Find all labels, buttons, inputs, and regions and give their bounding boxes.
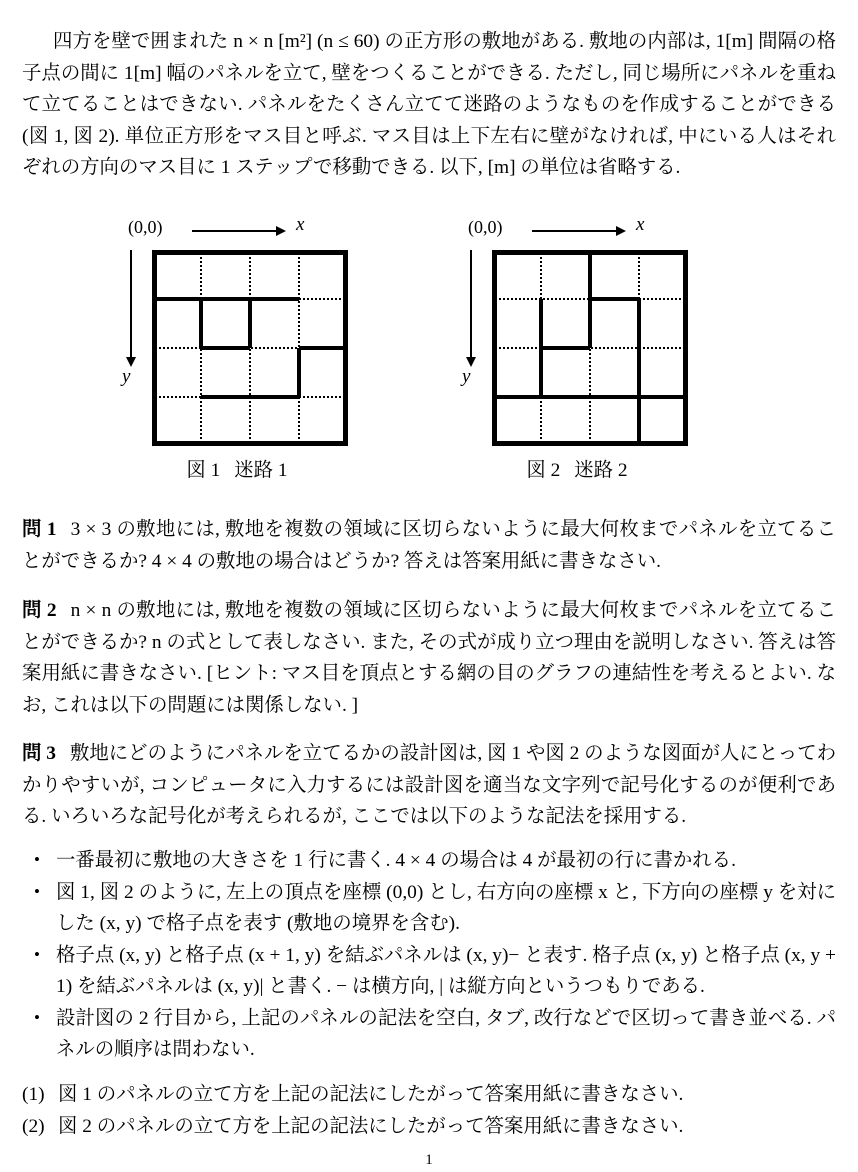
figure-1	[112, 216, 362, 481]
list-item-text: 一番最初に敷地の大きさを 1 行に書く. 4 × 4 の場合は 4 が最初の行に書かれる.	[56, 850, 736, 871]
origin-label: (0,0)	[128, 217, 163, 237]
figure-2	[452, 216, 702, 481]
figure-1-caption-number: 図 1	[186, 460, 221, 481]
figures-row	[0, 216, 858, 486]
question-2-label: 問 2	[22, 600, 57, 621]
intro-paragraph-text: 四方を壁で囲まれた n × n [m²] (n ≤ 60) の正方形の敷地がある. 敷地の内部は, 1[m] 間隔の格子点の間に 1[m] 幅のパネルを立て, 壁をつくることができる. ただし, 同じ場所にパネルを重ねて立てることはできない. パネルをたくさん立てて迷路のようなものを作成することができる (図 1, 図 2). 単位正方形をマス目と呼ぶ. マス目は上下左右に壁がなければ, 中にいる人はそれぞれの方向のマス目に 1 ステップで移動できる. 以下, [m] の単位は省略する.	[22, 31, 836, 178]
figure-2-caption-number: 図 2	[526, 460, 561, 481]
y-axis-arrow-icon	[470, 250, 472, 358]
question-3-label: 問 3	[22, 743, 56, 764]
sub-questions-list	[22, 1079, 836, 1142]
x-axis-arrow-icon	[532, 230, 624, 232]
panel-wall-vertical	[199, 299, 203, 348]
sub-question-text: 図 1 のパネルの立て方を上記の記法にしたがって答案用紙に書きなさい.	[58, 1084, 684, 1105]
question-2-text: n × n の敷地には, 敷地を複数の領域に区切らないように最大何枚までパネルを立てることができるか? n の式として表しなさい. また, その式が成り立つ理由を説明しなさい. 答えは答案用紙に書きなさい. [ヒント: マス目を頂点とする網の目のグラフの連結性を考えるとよい. なお, これは以下の問題には関係しない. ]	[22, 600, 836, 716]
maze-grid-2	[492, 250, 688, 446]
figure-1-caption	[112, 454, 362, 482]
panel-wall-vertical	[588, 250, 592, 348]
sub-question-number: (2)	[22, 1115, 45, 1137]
panel-wall-vertical	[637, 299, 641, 446]
figure-1-axes	[120, 216, 360, 246]
panel-wall-horizontal	[590, 297, 639, 301]
question-3-text: 敷地にどのようにパネルを立てるかの設計図は, 図 1 や図 2 のような図面が人にとってわかりやすいが, コンピュータに入力するには設計図を適当な文字列で記号化するのが便利である. いろいろな記号化が考えられるが, ここでは以下のような記法を採用する.	[22, 743, 837, 827]
figure-2-caption-title: 迷路 2	[574, 460, 628, 481]
panel-wall-horizontal	[201, 395, 299, 399]
list-item	[22, 1079, 836, 1111]
origin-label: (0,0)	[468, 217, 503, 237]
sub-question-number: (1)	[22, 1084, 45, 1105]
list-item	[22, 1003, 836, 1066]
panel-wall-horizontal	[541, 346, 590, 350]
question-2	[22, 595, 836, 721]
panel-wall-vertical	[539, 299, 543, 397]
list-item	[22, 1111, 836, 1143]
list-item-text: 格子点 (x, y) と格子点 (x + 1, y) を結ぶパネルは (x, y)− と表す. 格子点 (x, y) と格子点 (x, y + 1) を結ぶパネルは (x, y)| と書く. − は横方向, | は縦方向というつもりである.	[56, 944, 836, 997]
page-number: 1	[425, 1152, 433, 1168]
y-axis-label: y	[122, 366, 131, 387]
notation-rules-list	[22, 845, 836, 1066]
figure-2-caption	[452, 454, 702, 482]
panel-wall-vertical	[297, 348, 301, 397]
y-axis-label: y	[462, 366, 471, 387]
question-1	[22, 514, 836, 577]
panel-wall-horizontal	[201, 346, 250, 350]
question-1-text: 3 × 3 の敷地には, 敷地を複数の領域に区切らないように最大何枚までパネルを立てることができるか? 4 × 4 の敷地の場合はどうか? 答えは答案用紙に書きなさい.	[22, 519, 836, 572]
panel-wall-horizontal	[299, 346, 348, 350]
y-axis-arrow-icon	[130, 250, 132, 358]
list-item-text: 図 1, 図 2 のように, 左上の頂点を座標 (0,0) とし, 右方向の座標 x と, 下方向の座標 y を対にした (x, y) で格子点を表す (敷地の境界を含む).	[56, 881, 836, 934]
panel-wall-horizontal	[492, 395, 688, 399]
list-item	[22, 877, 836, 940]
panel-wall-horizontal	[152, 297, 299, 301]
question-1-label: 問 1	[22, 519, 57, 540]
sub-question-text: 図 2 のパネルの立て方を上記の記法にしたがって答案用紙に書きなさい.	[58, 1115, 684, 1137]
x-axis-arrow-icon	[192, 230, 284, 232]
x-axis-label: x	[296, 214, 305, 235]
figure-2-axes	[460, 216, 700, 246]
list-item-text: 設計図の 2 行目から, 上記のパネルの記法を空白, タブ, 改行などで区切って書き並べる. パネルの順序は問わない.	[56, 1007, 836, 1060]
list-item	[22, 845, 836, 877]
x-axis-label: x	[636, 214, 645, 235]
list-item	[22, 940, 836, 1003]
maze-grid-1	[152, 250, 348, 446]
figure-1-caption-title: 迷路 1	[234, 460, 288, 481]
intro-paragraph	[22, 26, 836, 184]
panel-wall-vertical	[248, 299, 252, 348]
question-3	[22, 738, 836, 833]
